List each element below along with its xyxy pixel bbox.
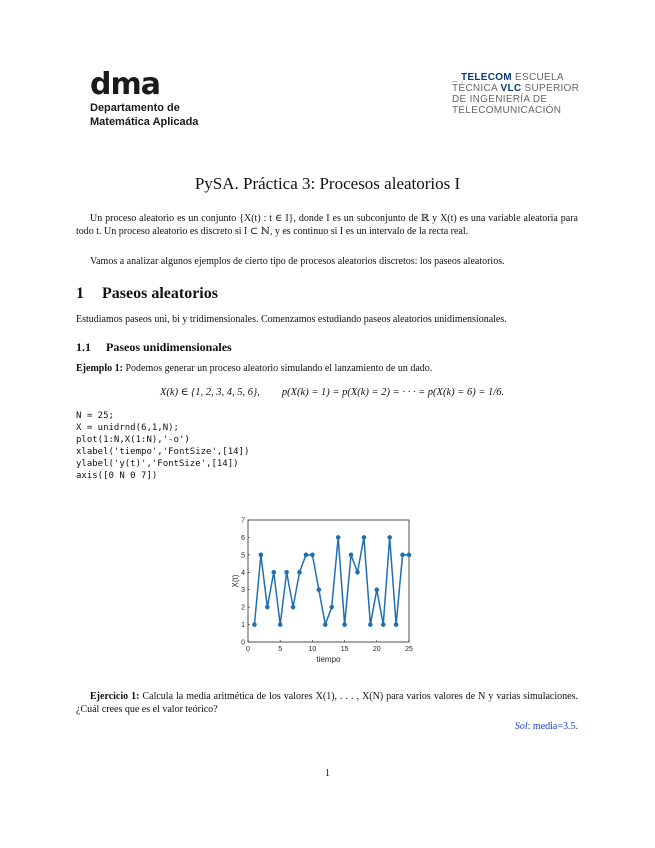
data-point [259,553,263,557]
data-point [394,623,398,627]
intro-paragraph-2: Vamos a analizar algunos ejemplos de cierto tipo de procesos aleatorios discretos: los paseos aleatorios. [90,256,505,267]
exercise-label: Ejercicio 1: [90,691,140,702]
x-tick-label: 15 [340,646,349,653]
exercise-text: Calcula la media aritmética de los valores X(1), . . . , X(N) para varios valores de N y varias simulaciones. ¿Cuál crees que es el valor teórico? [76,691,578,715]
example-paragraph [76,362,578,375]
x-tick-label: 20 [372,646,381,653]
telecom-logo-line1 [452,72,579,83]
data-point [317,588,321,592]
telecom-vlc: VLC [500,83,522,94]
y-tick-label: 6 [241,534,245,542]
code-block: N = 25; X = unidrnd(6,1,N); plot(1:N,X(1:N),'-o') xlabel('tiempo','FontSize',[14]) ylabel('y(t)','FontSize',[14]) axis([0 N 0 7]) [76,411,250,481]
solution-text: : media=3.5. [527,721,578,732]
x-tick-label: 0 [246,646,250,653]
y-tick-label: 5 [241,552,245,560]
telecom-logo-line4: TELECOMUNICACIÓN [452,105,562,116]
document-title: PySA. Práctica 3: Procesos aleatorios I [194,174,461,193]
solution-label: Sol [514,721,528,732]
y-tick-label: 0 [241,639,245,647]
equation-left: X(k) ∈ {1, 2, 3, 4, 5, 6}, [160,387,260,398]
data-point [311,553,315,557]
example-text: Podemos generar un proceso aleatorio simulando el lanzamiento de un dado. [122,363,433,374]
telecom-line1-rest: ESCUELA [511,72,564,83]
data-point [349,553,353,557]
data-point [375,588,379,592]
y-axis-label: X(t) [231,574,240,588]
data-point [343,623,347,627]
dma-logo-mark: dma [90,67,160,102]
data-point [369,623,373,627]
telecom-line2-b: SUPERIOR [521,83,580,94]
y-tick-label: 4 [241,569,245,577]
solution [478,721,578,732]
data-point [362,536,366,540]
subsection-number: 1.1 [76,340,91,354]
section-number: 1 [76,285,84,302]
data-point [298,570,302,574]
data-point [285,570,289,574]
data-point [401,553,405,557]
x-axis-label: tiempo [316,655,341,664]
x-tick-label: 25 [405,646,413,653]
y-tick-label: 1 [241,622,245,630]
equation-right: p(X(k) = 1) = p(X(k) = 2) = · · · = p(X(k) = 6) = 1/6. [281,387,505,398]
data-point [266,605,270,609]
subsection-heading [76,340,232,355]
section-paragraph: Estudiamos paseos uni, bi y tridimensionales. Comenzamos estudiando paseos aleatorios unidimensionales. [76,314,507,325]
data-point [304,553,308,557]
y-tick-label: 2 [241,604,245,612]
telecom-logo [452,72,579,116]
data-point [381,623,385,627]
section-title: Paseos aleatorios [102,285,218,302]
dma-logo-line2: Matemática Aplicada [90,116,199,128]
data-point [291,605,295,609]
dma-logo-line1: Departamento de [90,102,180,114]
data-point [388,536,392,540]
exercise-paragraph [76,690,578,716]
data-point [278,623,282,627]
data-point [336,536,340,540]
intro-paragraph-1: Un proceso aleatorio es un conjunto {X(t) : t ∈ I}, donde I es un subconjunto de ℝ y X(t) es una variable aleatoria para todo t. Un proceso aleatorio es discreto si I ⊂ ℕ, y es continuo si I es un intervalo de la recta real. [76,213,578,237]
telecom-logo-line3: DE INGENIERÍA DE [452,94,548,105]
section-heading [76,285,218,303]
telecom-brand: _ TELECOM [452,72,512,83]
example-label: Ejemplo 1: [76,363,123,374]
y-tick-label: 7 [241,517,245,525]
line-chart [225,512,425,664]
page-number: 1 [325,768,330,779]
data-point [356,570,360,574]
telecom-logo-line2 [452,83,579,94]
subsection-title: Paseos unidimensionales [106,340,232,354]
telecom-line2-a: TÉCNICA [452,83,501,94]
y-tick-label: 3 [241,587,245,595]
x-tick-label: 10 [308,646,317,653]
data-point [330,605,334,609]
x-tick-label: 5 [278,646,283,653]
figure [225,512,425,669]
dma-logo [90,67,199,128]
data-point [253,623,257,627]
data-point [272,570,276,574]
data-point [407,553,411,557]
data-point [323,623,327,627]
equation [160,386,504,398]
